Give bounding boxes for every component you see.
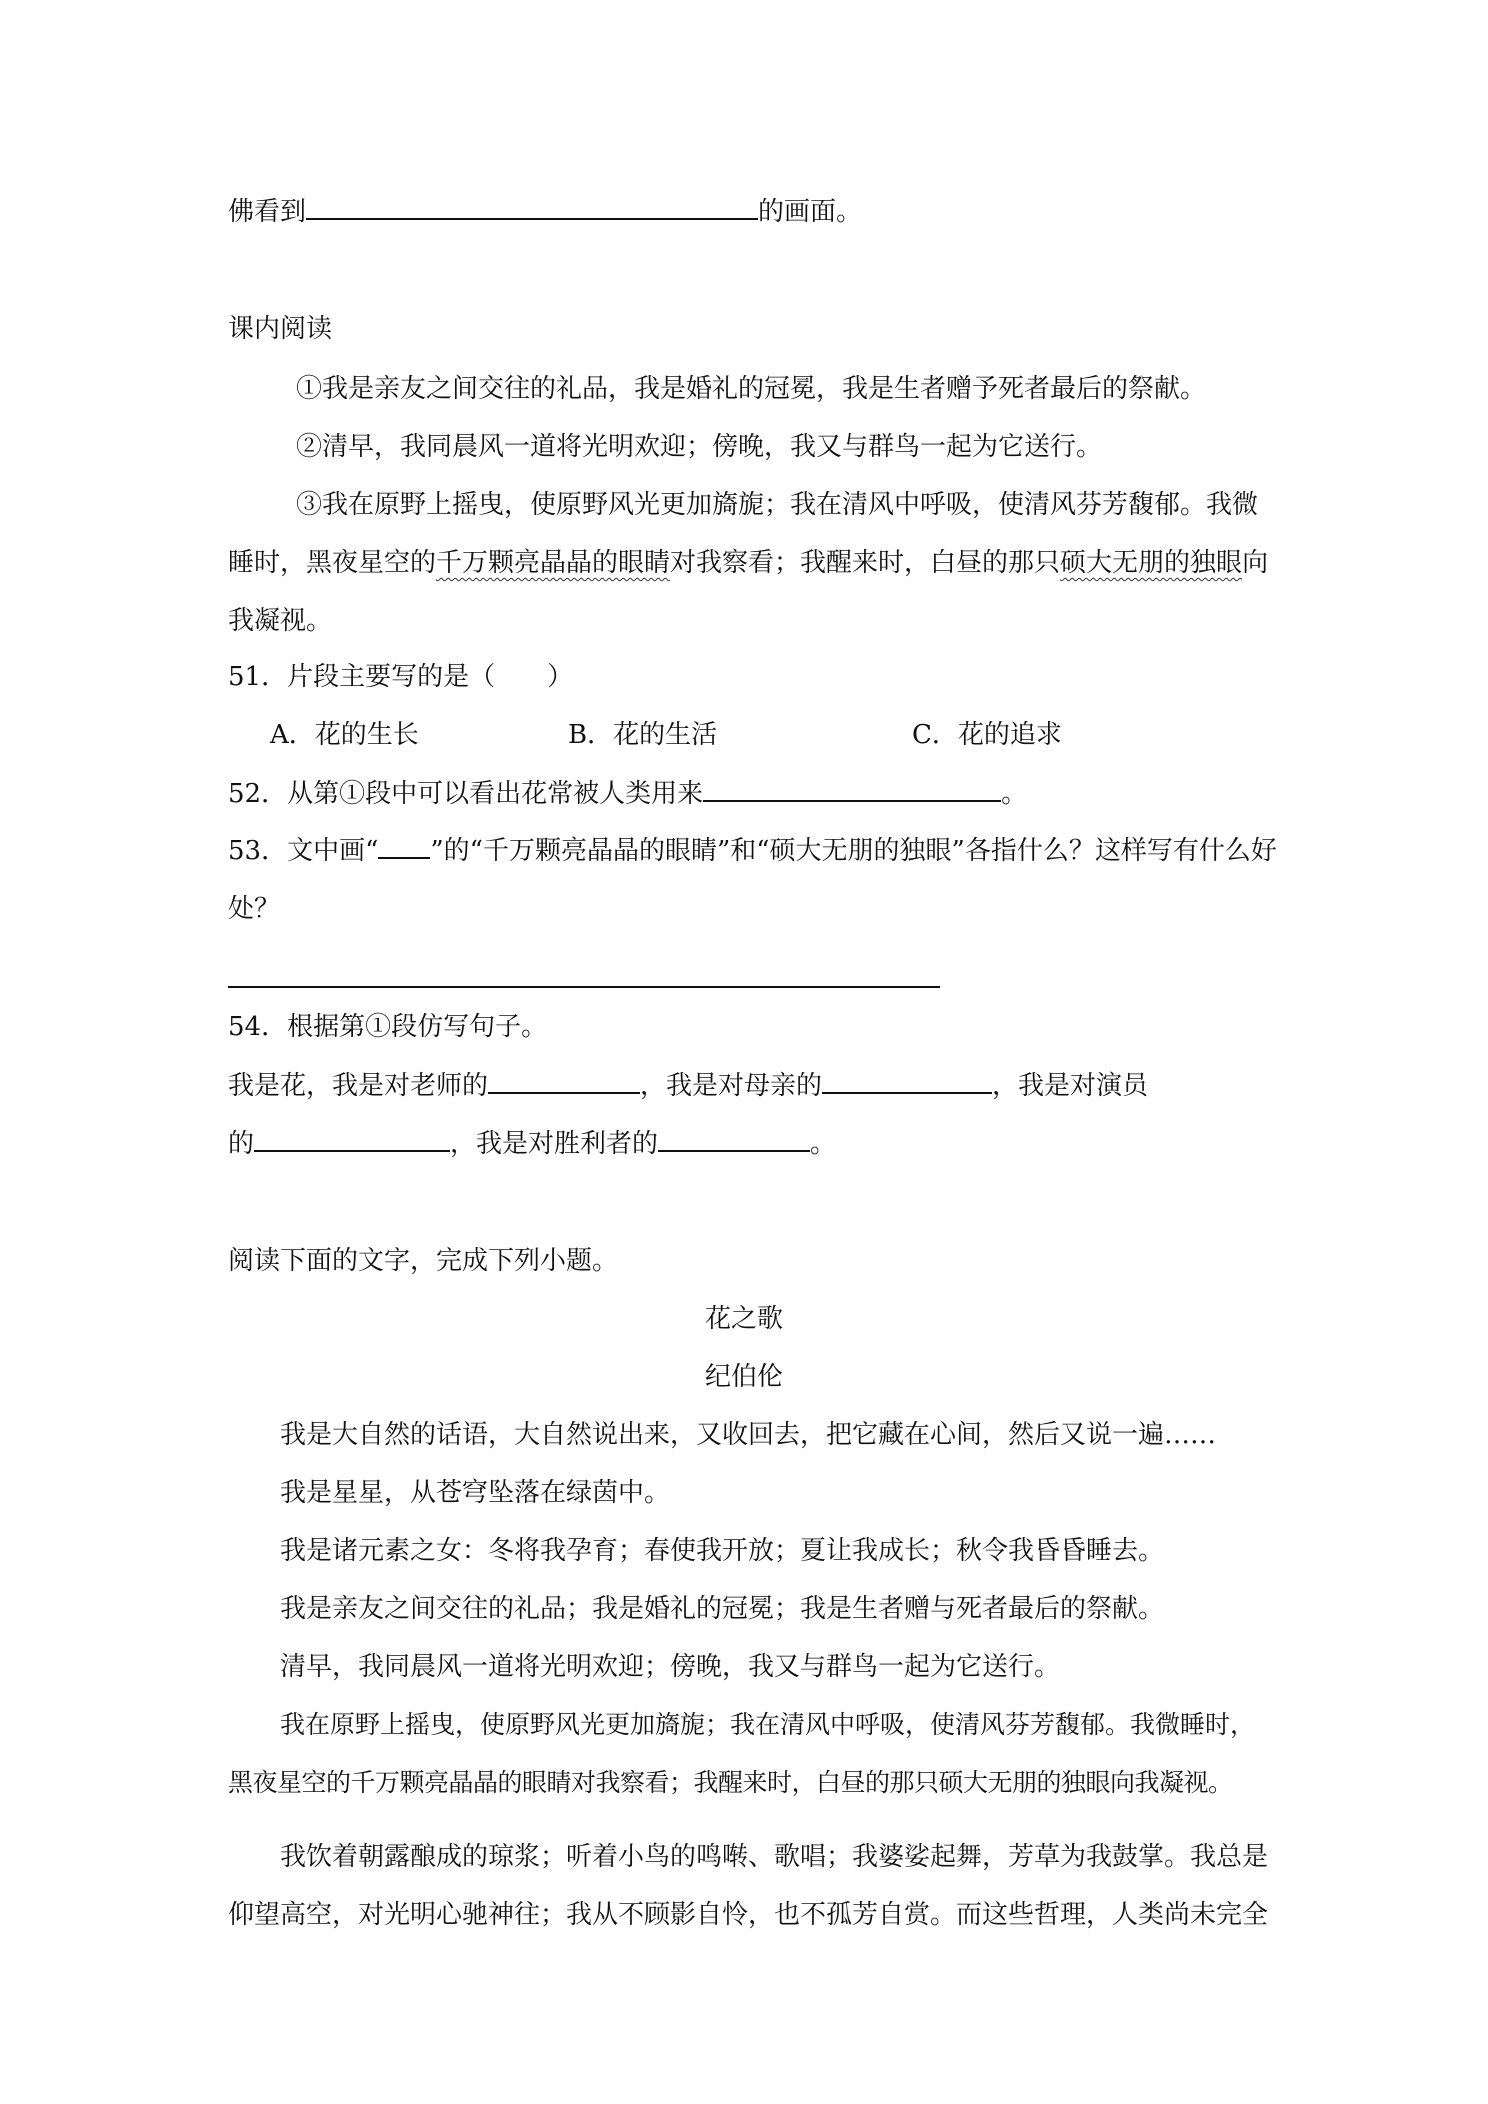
- q53-line2: 处？: [228, 894, 281, 924]
- text-p3: 我是诸元素之女：冬将我孕育；春使我开放；夏让我成长；秋令我昏昏睡去。: [280, 1536, 1165, 1566]
- text-p2: 我是星星，从苍穹坠落在绿茵中。: [280, 1478, 671, 1508]
- para3-line1: ③我在原野上摇曳，使原野风光更加旖旎；我在清风中呼吸，使清风芬芳馥郁。我微: [296, 490, 1259, 520]
- q53-answer-line[interactable]: [228, 986, 940, 988]
- q52-before: 52．从第①段中可以看出花常被人类用来: [228, 779, 704, 809]
- q54-blank-mother[interactable]: [822, 1068, 992, 1094]
- para3-line2: [228, 546, 1268, 580]
- q54-blank-actor[interactable]: [254, 1126, 450, 1152]
- q52-blank[interactable]: [703, 776, 1001, 802]
- q53-before: 53．文中画“: [228, 836, 379, 866]
- q54-l2-c: 。: [810, 1129, 837, 1159]
- q53-after: ”的“千万颗亮晶晶的眼睛”和“硕大无朋的独眼”各指什么？这样写有什么好: [430, 836, 1277, 866]
- q50-blank[interactable]: [306, 194, 758, 220]
- para3-line2-c: 向: [1242, 548, 1269, 578]
- text-p6-line2: 黑夜星空的千万颗亮晶晶的眼睛对我察看；我醒来时，白昼的那只硕大无朋的独眼向我凝视。: [228, 1768, 1233, 1797]
- q54-l1-b: ，我是对母亲的: [640, 1071, 823, 1101]
- poem-author: 纪伯伦: [704, 1362, 783, 1392]
- q54-line1: [228, 1068, 1148, 1103]
- q51-stem: 51．片段主要写的是（ ）: [228, 662, 574, 692]
- text-p1: 我是大自然的话语，大自然说出来，又收回去，把它藏在心间，然后又说一遍……: [280, 1420, 1217, 1450]
- section1-title: 课内阅读: [228, 314, 333, 344]
- q51-option-a[interactable]: A．花的生长: [270, 720, 419, 750]
- para3-line2-b: 对我察看；我醒来时，白昼的那只: [670, 548, 1061, 578]
- para2: ②清早，我同晨风一道将光明欢迎；傍晚，我又与群鸟一起为它送行。: [296, 432, 1103, 462]
- q54-stem: 54．根据第①段仿写句子。: [228, 1012, 548, 1042]
- para1: ①我是亲友之间交往的礼品，我是婚礼的冠冕，我是生者赠予死者最后的祭献。: [296, 374, 1207, 404]
- q50-answer-line: [228, 194, 862, 229]
- q50-after: 的画面。: [758, 197, 863, 227]
- text-p7-line1: 我饮着朝露酿成的琼浆；听着小鸟的鸣啭、歌唱；我婆娑起舞，芳草为我鼓掌。我总是: [280, 1842, 1269, 1872]
- text-p5: 清早，我同晨风一道将光明欢迎；傍晚，我又与群鸟一起为它送行。: [280, 1652, 1061, 1682]
- text-p6-line1: 我在原野上摇曳，使原野风光更加旖旎；我在清风中呼吸，使清风芬芳馥郁。我微睡时，: [280, 1710, 1256, 1739]
- q53-line1: [228, 834, 1277, 868]
- q54-l2-b: ，我是对胜利者的: [450, 1129, 659, 1159]
- poem-title: 花之歌: [704, 1304, 783, 1334]
- para3-line2-a: 睡时，黑夜星空的: [228, 548, 437, 578]
- q52-after: 。: [1001, 779, 1028, 809]
- q51-option-b[interactable]: B．花的生活: [568, 720, 718, 750]
- q54-l2-a: 的: [228, 1129, 255, 1159]
- q52: [228, 776, 1027, 811]
- q53-underline-mark: [378, 835, 430, 859]
- q50-before: 佛看到: [228, 197, 307, 227]
- para3-line3: 我凝视。: [228, 606, 333, 636]
- text-p7-line2: 仰望高空，对光明心驰神往；我从不顾影自怜，也不孤芳自赏。而这些哲理，人类尚未完全: [228, 1900, 1269, 1930]
- q54-l1-a: 我是花，我是对老师的: [228, 1071, 489, 1101]
- q54-blank-winner[interactable]: [658, 1126, 810, 1152]
- q54-line2: [228, 1126, 836, 1161]
- q51-option-c[interactable]: C．花的追求: [912, 720, 1062, 750]
- q54-l1-c: ，我是对演员: [992, 1071, 1149, 1101]
- text-p4: 我是亲友之间交往的礼品；我是婚礼的冠冕；我是生者赠与死者最后的祭献。: [280, 1594, 1165, 1624]
- section2-intro: 阅读下面的文字，完成下列小题。: [228, 1246, 619, 1276]
- wavy-underline-single-eye: 硕大无朋的独眼: [1060, 548, 1243, 578]
- wavy-underline-eyes: 千万颗亮晶晶的眼睛: [436, 548, 671, 578]
- q54-blank-teacher[interactable]: [488, 1068, 640, 1094]
